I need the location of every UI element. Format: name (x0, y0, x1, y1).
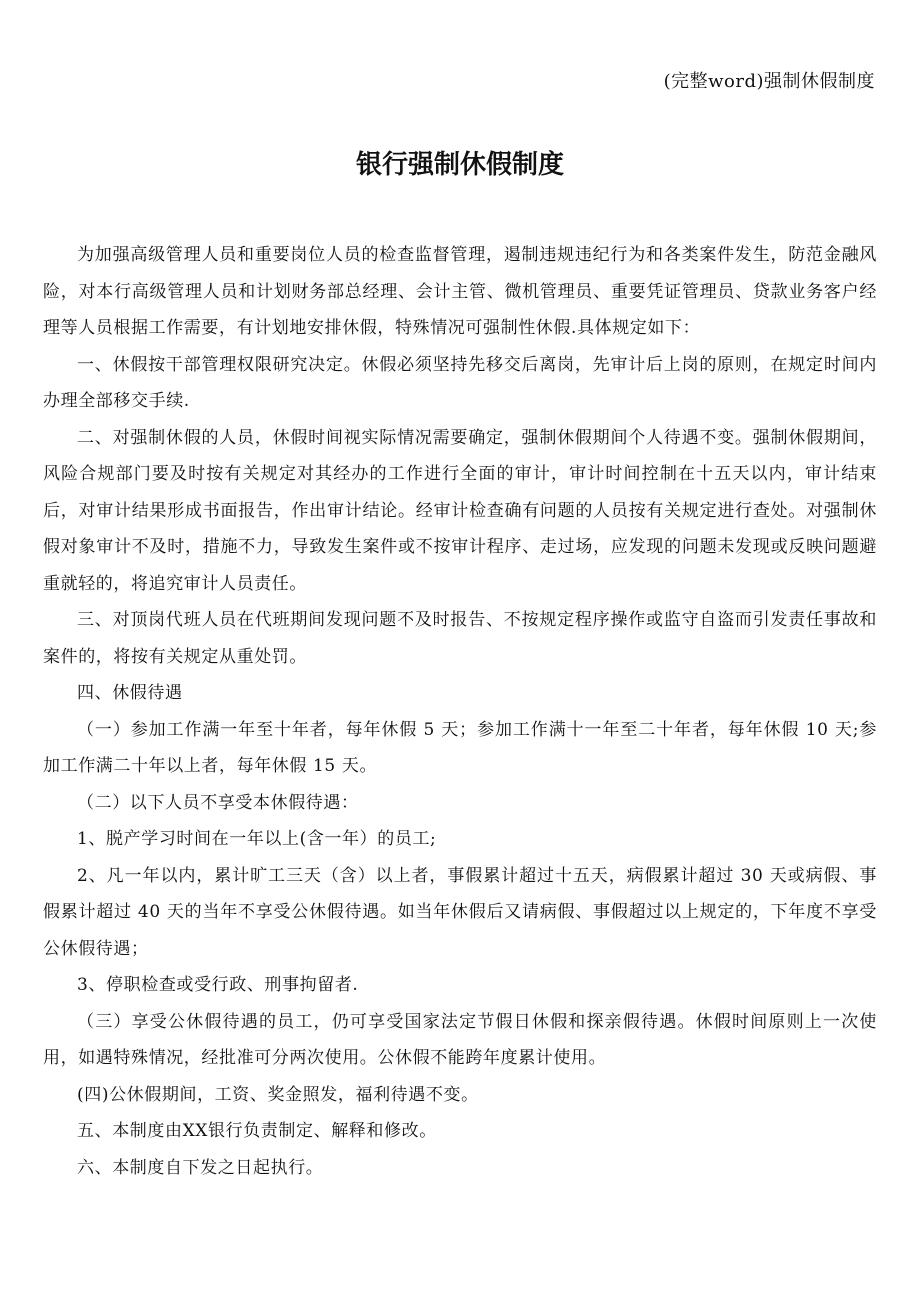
intro-paragraph: 为加强高级管理人员和重要岗位人员的检查监督管理，遏制违规违纪行为和各类案件发生，防范金融风险，对本行高级管理人员和计划财务部总经理、会计主管、微机管理员、重要凭证管理员、贷款业务客户经理等人员根据工作需要，有计划地安排休假，特殊情况可强制性休假.具体规定如下： (43, 245, 877, 338)
document-title: 银行强制休假制度 (355, 150, 564, 180)
article-4-item-4: (四)公休假期间，工资、奖金照发，福利待遇不变。 (77, 1084, 479, 1105)
article-3-paragraph: 三、对顶岗代班人员在代班期间发现问题不及时报告、不按规定程序操作或监守自盗而引发责任事故和案件的，将按有关规定从重处罚。 (43, 610, 877, 667)
running-header: (完整word)强制休假制度 (663, 71, 875, 92)
article-4-item-1: （一）参加工作满一年至十年者，每年休假 5 天；参加工作满十一年至二十年者，每年休假 10 天;参加工作满二十年以上者，每年休假 15 天。 (43, 719, 877, 776)
article-6-paragraph: 六、本制度自下发之日起执行。 (77, 1157, 324, 1178)
document-body (43, 237, 877, 1186)
article-5-paragraph: 五、本制度由XX银行负责制定、解释和修改。 (77, 1121, 437, 1141)
article-4-item-2-sub-1: 1、脱产学习时间在一年以上(含一年）的员工; (77, 829, 437, 849)
article-4-item-3: （三）享受公休假待遇的员工，仍可享受国家法定节假日休假和探亲假待遇。休假时间原则上一次使用，如遇特殊情况，经批准可分两次使用。公休假不能跨年度累计使用。 (43, 1011, 877, 1068)
article-4-item-2: （二）以下人员不享受本休假待遇： (77, 792, 359, 813)
article-4-item-2-sub-3: 3、停职检查或受行政、刑事拘留者. (77, 975, 359, 995)
article-1-paragraph: 一、休假按干部管理权限研究决定。休假必须坚持先移交后离岗，先审计后上岗的原则，在规定时间内办理全部移交手续. (43, 354, 877, 411)
article-4-item-2-sub-2: 2、凡一年以内，累计旷工三天（含）以上者，事假累计超过十五天，病假累计超过 30 天或病假、事假累计超过 40 天的当年不享受公休假待遇。如当年休假后又请病假、事假超过以上规定的，下年度不享受公休假待遇； (43, 865, 877, 959)
article-2-paragraph: 二、对强制休假的人员，休假时间视实际情况需要确定，强制休假期间个人待遇不变。强制休假期间，风险合规部门要及时按有关规定对其经办的工作进行全面的审计，审计时间控制在十五天以内，审计结束后，对审计结果形成书面报告，作出审计结论。经审计检查确有问题的人员按有关规定进行查处。对强制休假对象审计不及时，措施不力，导致发生案件或不按审计程序、走过场，应发现的问题未发现或反映问题避重就轻的，将追究审计人员责任。 (43, 427, 877, 594)
article-4-heading: 四、休假待遇 (77, 683, 183, 703)
